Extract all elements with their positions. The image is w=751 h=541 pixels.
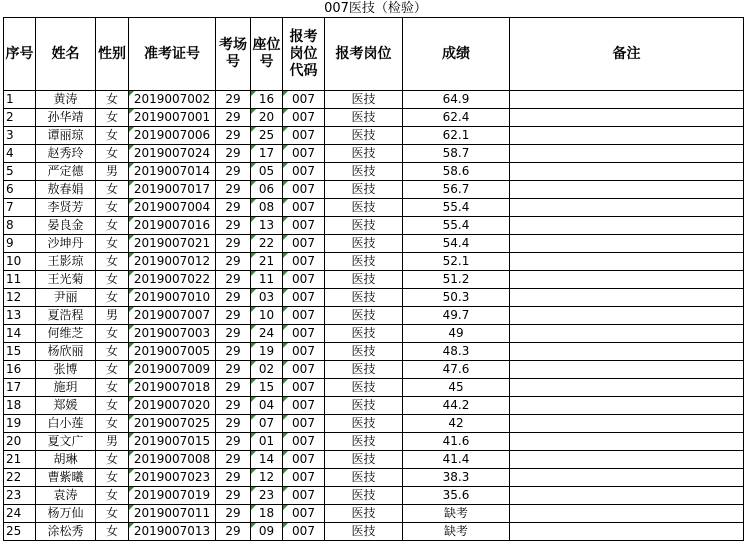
- cell-post-code: 007: [283, 487, 325, 505]
- table-row: [4, 91, 744, 109]
- cell-score: 64.9: [403, 91, 510, 109]
- table-row: [4, 415, 744, 433]
- cell-exam-no: 2019007009: [129, 361, 216, 379]
- cell-name: 李贤芳: [36, 199, 96, 217]
- cell-gender: 女: [96, 415, 129, 433]
- cell-post: 医技: [325, 415, 403, 433]
- header-seq: 序号: [4, 18, 36, 91]
- cell-score: 55.4: [403, 217, 510, 235]
- cell-seq: 6: [4, 181, 36, 199]
- cell-post-code: 007: [283, 289, 325, 307]
- cell-seat: 04: [251, 397, 283, 415]
- cell-room: 29: [216, 397, 251, 415]
- cell-gender: 女: [96, 343, 129, 361]
- cell-seq: 24: [4, 505, 36, 523]
- cell-room: 29: [216, 469, 251, 487]
- cell-post-code: 007: [283, 145, 325, 163]
- cell-name: 夏文广: [36, 433, 96, 451]
- cell-post: 医技: [325, 487, 403, 505]
- header-gender: 性别: [96, 18, 129, 91]
- cell-seat: 23: [251, 487, 283, 505]
- cell-remark: [510, 505, 744, 523]
- cell-post-code: 007: [283, 217, 325, 235]
- cell-seq: 10: [4, 253, 36, 271]
- cell-seat: 10: [251, 307, 283, 325]
- cell-post: 医技: [325, 217, 403, 235]
- cell-remark: [510, 253, 744, 271]
- cell-exam-no: 2019007005: [129, 343, 216, 361]
- table-row: [4, 307, 744, 325]
- cell-post-code: 007: [283, 199, 325, 217]
- cell-room: 29: [216, 289, 251, 307]
- cell-name: 王影琼: [36, 253, 96, 271]
- cell-post-code: 007: [283, 469, 325, 487]
- cell-name: 施玥: [36, 379, 96, 397]
- cell-seat: 24: [251, 325, 283, 343]
- cell-post-code: 007: [283, 127, 325, 145]
- cell-score: 62.1: [403, 127, 510, 145]
- cell-gender: 女: [96, 127, 129, 145]
- cell-remark: [510, 109, 744, 127]
- cell-remark: [510, 127, 744, 145]
- cell-seq: 9: [4, 235, 36, 253]
- cell-post-code: 007: [283, 415, 325, 433]
- cell-exam-no: 2019007002: [129, 91, 216, 109]
- cell-post: 医技: [325, 505, 403, 523]
- cell-seq: 14: [4, 325, 36, 343]
- cell-gender: 女: [96, 397, 129, 415]
- cell-seat: 19: [251, 343, 283, 361]
- cell-name: 何维芝: [36, 325, 96, 343]
- cell-seat: 05: [251, 163, 283, 181]
- cell-remark: [510, 199, 744, 217]
- cell-post: 医技: [325, 343, 403, 361]
- cell-exam-no: 2019007011: [129, 505, 216, 523]
- cell-remark: [510, 469, 744, 487]
- table-row: [4, 397, 744, 415]
- cell-seq: 12: [4, 289, 36, 307]
- cell-post: 医技: [325, 379, 403, 397]
- results-table: [3, 17, 744, 541]
- cell-exam-no: 2019007010: [129, 289, 216, 307]
- cell-room: 29: [216, 253, 251, 271]
- cell-post: 医技: [325, 325, 403, 343]
- cell-score: 缺考: [403, 523, 510, 541]
- header-post-code: 报考岗位代码: [283, 18, 325, 91]
- cell-name: 王光菊: [36, 271, 96, 289]
- table-row: [4, 361, 744, 379]
- cell-score: 缺考: [403, 505, 510, 523]
- cell-seat: 07: [251, 415, 283, 433]
- cell-post: 医技: [325, 433, 403, 451]
- cell-remark: [510, 163, 744, 181]
- cell-post-code: 007: [283, 343, 325, 361]
- cell-name: 涂松秀: [36, 523, 96, 541]
- cell-room: 29: [216, 505, 251, 523]
- cell-seq: 20: [4, 433, 36, 451]
- cell-seq: 21: [4, 451, 36, 469]
- cell-post: 医技: [325, 271, 403, 289]
- cell-post-code: 007: [283, 397, 325, 415]
- cell-seq: 5: [4, 163, 36, 181]
- cell-gender: 女: [96, 451, 129, 469]
- cell-seq: 11: [4, 271, 36, 289]
- cell-seq: 17: [4, 379, 36, 397]
- cell-score: 41.6: [403, 433, 510, 451]
- cell-name: 袁涛: [36, 487, 96, 505]
- cell-room: 29: [216, 451, 251, 469]
- table-row: [4, 469, 744, 487]
- table-row: [4, 325, 744, 343]
- cell-seq: 4: [4, 145, 36, 163]
- cell-name: 黄涛: [36, 91, 96, 109]
- table-row: [4, 451, 744, 469]
- cell-seq: 22: [4, 469, 36, 487]
- cell-seat: 17: [251, 145, 283, 163]
- header-name: 姓名: [36, 18, 96, 91]
- cell-gender: 女: [96, 91, 129, 109]
- cell-seat: 18: [251, 505, 283, 523]
- cell-seat: 20: [251, 109, 283, 127]
- cell-gender: 女: [96, 505, 129, 523]
- table-row: [4, 487, 744, 505]
- cell-remark: [510, 181, 744, 199]
- cell-score: 49: [403, 325, 510, 343]
- cell-remark: [510, 487, 744, 505]
- cell-post: 医技: [325, 397, 403, 415]
- cell-name: 晏良金: [36, 217, 96, 235]
- cell-name: 白小莲: [36, 415, 96, 433]
- cell-exam-no: 2019007015: [129, 433, 216, 451]
- cell-score: 35.6: [403, 487, 510, 505]
- cell-name: 尹丽: [36, 289, 96, 307]
- cell-gender: 女: [96, 361, 129, 379]
- cell-name: 敖春娟: [36, 181, 96, 199]
- cell-room: 29: [216, 235, 251, 253]
- cell-post-code: 007: [283, 91, 325, 109]
- cell-remark: [510, 289, 744, 307]
- cell-room: 29: [216, 325, 251, 343]
- cell-room: 29: [216, 487, 251, 505]
- cell-post: 医技: [325, 145, 403, 163]
- cell-remark: [510, 343, 744, 361]
- cell-exam-no: 2019007019: [129, 487, 216, 505]
- cell-post: 医技: [325, 307, 403, 325]
- cell-seq: 7: [4, 199, 36, 217]
- cell-seat: 08: [251, 199, 283, 217]
- cell-score: 44.2: [403, 397, 510, 415]
- cell-score: 58.7: [403, 145, 510, 163]
- cell-seq: 19: [4, 415, 36, 433]
- table-row: [4, 505, 744, 523]
- cell-gender: 女: [96, 523, 129, 541]
- cell-remark: [510, 217, 744, 235]
- cell-seq: 2: [4, 109, 36, 127]
- cell-room: 29: [216, 127, 251, 145]
- cell-post-code: 007: [283, 523, 325, 541]
- cell-exam-no: 2019007003: [129, 325, 216, 343]
- cell-gender: 女: [96, 235, 129, 253]
- cell-seat: 25: [251, 127, 283, 145]
- table-row: [4, 379, 744, 397]
- cell-gender: 男: [96, 307, 129, 325]
- cell-gender: 女: [96, 271, 129, 289]
- cell-post: 医技: [325, 253, 403, 271]
- cell-room: 29: [216, 109, 251, 127]
- cell-name: 杨万仙: [36, 505, 96, 523]
- table-row: [4, 127, 744, 145]
- cell-gender: 女: [96, 199, 129, 217]
- cell-exam-no: 2019007012: [129, 253, 216, 271]
- header-post: 报考岗位: [325, 18, 403, 91]
- cell-post: 医技: [325, 235, 403, 253]
- cell-seat: 01: [251, 433, 283, 451]
- cell-room: 29: [216, 145, 251, 163]
- table-row: [4, 145, 744, 163]
- cell-gender: 女: [96, 379, 129, 397]
- cell-score: 62.4: [403, 109, 510, 127]
- cell-remark: [510, 307, 744, 325]
- cell-post-code: 007: [283, 253, 325, 271]
- cell-exam-no: 2019007017: [129, 181, 216, 199]
- cell-post-code: 007: [283, 181, 325, 199]
- cell-room: 29: [216, 307, 251, 325]
- cell-seq: 25: [4, 523, 36, 541]
- table-row: [4, 289, 744, 307]
- cell-remark: [510, 433, 744, 451]
- header-row: [4, 18, 744, 91]
- cell-post-code: 007: [283, 379, 325, 397]
- cell-room: 29: [216, 271, 251, 289]
- cell-name: 杨欣丽: [36, 343, 96, 361]
- cell-score: 47.6: [403, 361, 510, 379]
- cell-post-code: 007: [283, 361, 325, 379]
- cell-post-code: 007: [283, 505, 325, 523]
- cell-seat: 02: [251, 361, 283, 379]
- cell-post: 医技: [325, 469, 403, 487]
- cell-post: 医技: [325, 451, 403, 469]
- cell-remark: [510, 361, 744, 379]
- cell-room: 29: [216, 361, 251, 379]
- cell-remark: [510, 145, 744, 163]
- cell-name: 严定德: [36, 163, 96, 181]
- cell-score: 52.1: [403, 253, 510, 271]
- cell-seq: 3: [4, 127, 36, 145]
- cell-gender: 女: [96, 145, 129, 163]
- cell-post: 医技: [325, 127, 403, 145]
- cell-remark: [510, 91, 744, 109]
- cell-score: 41.4: [403, 451, 510, 469]
- cell-seat: 15: [251, 379, 283, 397]
- cell-post-code: 007: [283, 109, 325, 127]
- cell-score: 48.3: [403, 343, 510, 361]
- cell-room: 29: [216, 343, 251, 361]
- cell-post-code: 007: [283, 271, 325, 289]
- cell-gender: 女: [96, 217, 129, 235]
- cell-seat: 16: [251, 91, 283, 109]
- table-row: [4, 181, 744, 199]
- cell-remark: [510, 415, 744, 433]
- cell-name: 张博: [36, 361, 96, 379]
- cell-remark: [510, 523, 744, 541]
- cell-gender: 女: [96, 469, 129, 487]
- header-remark: 备注: [510, 18, 744, 91]
- cell-seq: 15: [4, 343, 36, 361]
- cell-seq: 16: [4, 361, 36, 379]
- cell-seq: 18: [4, 397, 36, 415]
- cell-seat: 14: [251, 451, 283, 469]
- cell-name: 胡琳: [36, 451, 96, 469]
- cell-gender: 女: [96, 109, 129, 127]
- cell-exam-no: 2019007008: [129, 451, 216, 469]
- cut-off-row: [300, 531, 440, 536]
- cell-room: 29: [216, 433, 251, 451]
- sheet-title: 007医技（检验）: [324, 1, 427, 16]
- cell-exam-no: 2019007024: [129, 145, 216, 163]
- cell-seat: 03: [251, 289, 283, 307]
- table-row: [4, 253, 744, 271]
- table-row: [4, 217, 744, 235]
- cell-exam-no: 2019007022: [129, 271, 216, 289]
- cell-remark: [510, 397, 744, 415]
- cell-remark: [510, 271, 744, 289]
- cell-room: 29: [216, 181, 251, 199]
- cell-gender: 女: [96, 253, 129, 271]
- cell-room: 29: [216, 379, 251, 397]
- cell-remark: [510, 379, 744, 397]
- cell-room: 29: [216, 91, 251, 109]
- table-row: [4, 163, 744, 181]
- cell-exam-no: 2019007001: [129, 109, 216, 127]
- cell-name: 郑媛: [36, 397, 96, 415]
- table-row: [4, 343, 744, 361]
- cell-seat: 13: [251, 217, 283, 235]
- cell-name: 孙华靖: [36, 109, 96, 127]
- cell-name: 曹紫曦: [36, 469, 96, 487]
- cell-score: 49.7: [403, 307, 510, 325]
- cell-exam-no: 2019007007: [129, 307, 216, 325]
- cell-seat: 22: [251, 235, 283, 253]
- cell-exam-no: 2019007006: [129, 127, 216, 145]
- cell-remark: [510, 451, 744, 469]
- cell-post: 医技: [325, 163, 403, 181]
- cell-post-code: 007: [283, 451, 325, 469]
- cell-gender: 男: [96, 433, 129, 451]
- cell-room: 29: [216, 199, 251, 217]
- cell-exam-no: 2019007014: [129, 163, 216, 181]
- cell-gender: 女: [96, 289, 129, 307]
- cell-gender: 男: [96, 163, 129, 181]
- cell-post: 医技: [325, 289, 403, 307]
- cell-post: 医技: [325, 199, 403, 217]
- table-row: [4, 199, 744, 217]
- table-row: [4, 271, 744, 289]
- cell-name: 赵秀玲: [36, 145, 96, 163]
- cell-room: 29: [216, 217, 251, 235]
- cell-exam-no: 2019007021: [129, 235, 216, 253]
- cell-seat: 11: [251, 271, 283, 289]
- header-room: 考场号: [216, 18, 251, 91]
- cell-post-code: 007: [283, 163, 325, 181]
- cell-score: 56.7: [403, 181, 510, 199]
- cell-room: 29: [216, 163, 251, 181]
- cell-seat: 12: [251, 469, 283, 487]
- cell-exam-no: 2019007023: [129, 469, 216, 487]
- cell-score: 38.3: [403, 469, 510, 487]
- cell-exam-no: 2019007013: [129, 523, 216, 541]
- cell-post: 医技: [325, 91, 403, 109]
- cell-post-code: 007: [283, 235, 325, 253]
- cell-name: 夏浩程: [36, 307, 96, 325]
- cell-seq: 13: [4, 307, 36, 325]
- cell-exam-no: 2019007020: [129, 397, 216, 415]
- cell-seq: 8: [4, 217, 36, 235]
- header-score: 成绩: [403, 18, 510, 91]
- cell-post-code: 007: [283, 325, 325, 343]
- cell-score: 55.4: [403, 199, 510, 217]
- header-seat: 座位号: [251, 18, 283, 91]
- cell-gender: 女: [96, 487, 129, 505]
- cell-remark: [510, 325, 744, 343]
- cell-score: 51.2: [403, 271, 510, 289]
- cell-seat: 06: [251, 181, 283, 199]
- cell-exam-no: 2019007025: [129, 415, 216, 433]
- cell-room: 29: [216, 415, 251, 433]
- cell-exam-no: 2019007004: [129, 199, 216, 217]
- table-row: [4, 433, 744, 451]
- cell-gender: 女: [96, 181, 129, 199]
- cell-exam-no: 2019007018: [129, 379, 216, 397]
- table-row: [4, 109, 744, 127]
- cell-post: 医技: [325, 361, 403, 379]
- cell-post: 医技: [325, 109, 403, 127]
- cell-post: 医技: [325, 181, 403, 199]
- cell-name: 沙坤丹: [36, 235, 96, 253]
- header-exam-no: 准考证号: [129, 18, 216, 91]
- cell-room: 29: [216, 523, 251, 541]
- cell-gender: 女: [96, 325, 129, 343]
- cell-score: 54.4: [403, 235, 510, 253]
- cell-score: 42: [403, 415, 510, 433]
- cell-seq: 23: [4, 487, 36, 505]
- table-row: [4, 235, 744, 253]
- cell-seq: 1: [4, 91, 36, 109]
- cell-post: 医技: [325, 523, 403, 541]
- cell-seat: 21: [251, 253, 283, 271]
- cell-seat: 09: [251, 523, 283, 541]
- cell-post-code: 007: [283, 307, 325, 325]
- cell-exam-no: 2019007016: [129, 217, 216, 235]
- cell-score: 50.3: [403, 289, 510, 307]
- cell-name: 谭丽琼: [36, 127, 96, 145]
- cell-score: 58.6: [403, 163, 510, 181]
- cell-remark: [510, 235, 744, 253]
- cell-score: 45: [403, 379, 510, 397]
- cell-post-code: 007: [283, 433, 325, 451]
